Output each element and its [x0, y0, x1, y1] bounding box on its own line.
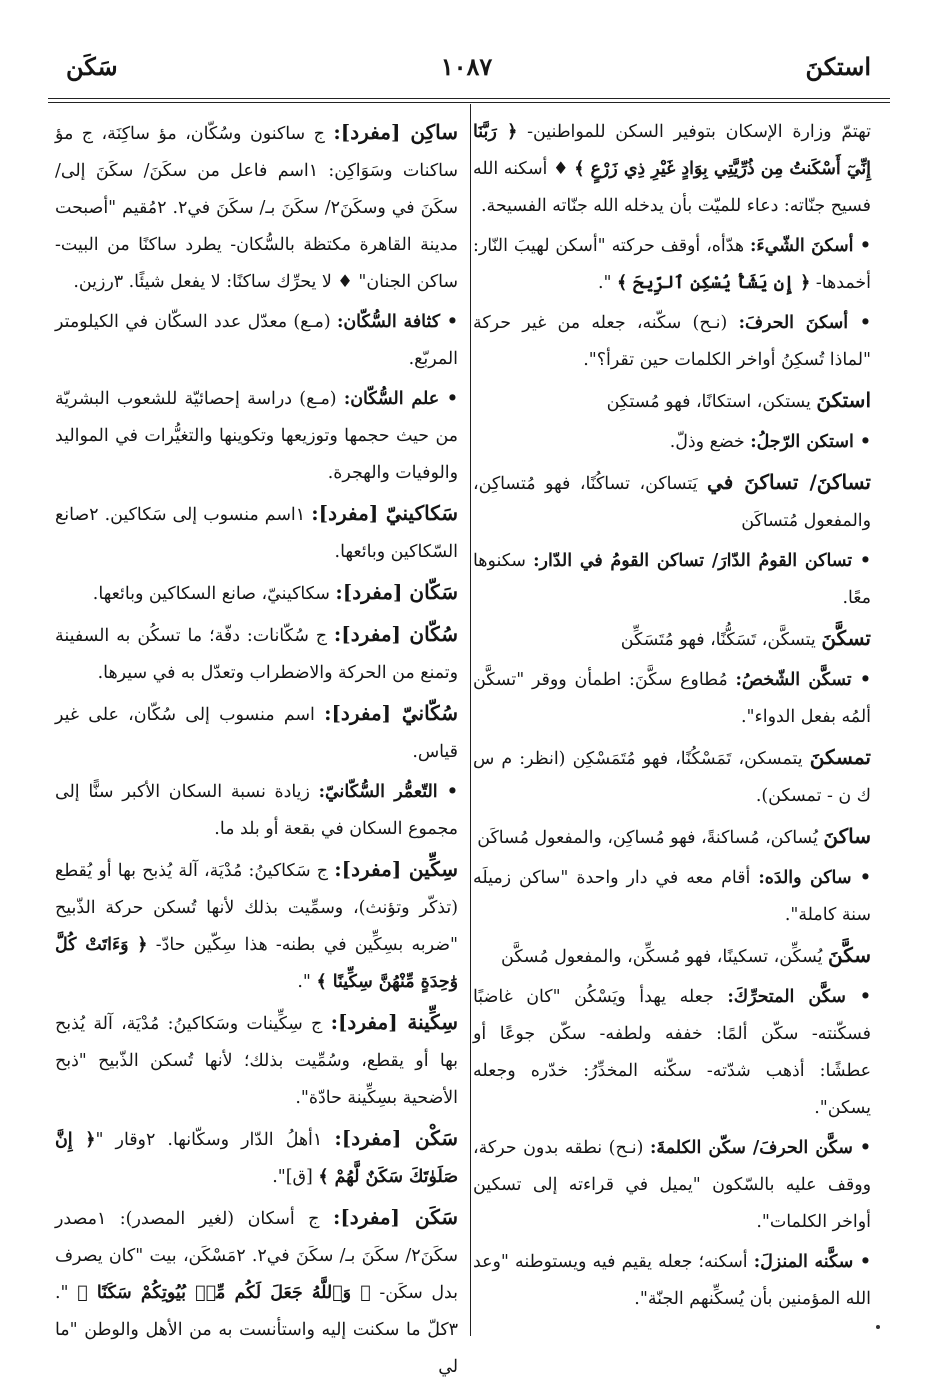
entry-headword: • سكَّن المتحرِّكَ:: [727, 987, 871, 1007]
dictionary-entry: [55, 304, 458, 378]
entry-definition: سكاكينيّ، صانع السكاكين وبائعها.: [92, 584, 336, 604]
dictionary-entry: [55, 1120, 458, 1196]
entry-headword: سِكِّين [مفرد]:: [334, 857, 458, 881]
entry-headword: سَكاكينيّ [مفرد]:: [311, 501, 459, 525]
dictionary-entry: [473, 228, 871, 302]
dictionary-entry: [55, 695, 458, 771]
dictionary-entry: [473, 739, 871, 815]
entry-headword: • التّعمُّر السُّكّانيّ:: [318, 782, 458, 802]
entry-headword: استكنَ: [816, 388, 871, 412]
entry-definition: خضع وذلّ.: [669, 432, 751, 452]
entry-definition: (نـح) نطقه بدون حركة، ووقف عليه بالسّكون "يميل في قراءته إلى تسكين أواخر الكلمات".: [473, 1138, 871, 1232]
entry-definition: هدّأه، أوقف حركته "أسكن لهيبَ النّار: أخمدها-: [473, 236, 871, 293]
entry-tail: ". ٣كلّ ما سكنت إليه واستأنست به من الأهل والوطن "ما لي: [55, 1283, 458, 1377]
dictionary-entry: [55, 574, 458, 613]
entry-headword: • سكَّنه المنزلَ:: [753, 1252, 872, 1272]
dictionary-entry: [55, 851, 458, 1001]
entry-definition: يُساكن، مُساكنةً، فهو مُساكِن، والمفعول مُساكَن: [477, 828, 824, 848]
dictionary-entry: [55, 774, 458, 848]
entry-definition: اسم منسوب إلى سُكّان، على غير قياس.: [55, 705, 458, 762]
entry-definition: أقام معه في دار واحدة "ساكن زميلَه سنة كاملة".: [473, 868, 871, 925]
dictionary-entry: [55, 114, 458, 301]
entry-quote: ﴿ وَءَاتَتْ كُلَّ وَٰحِدَةٍ مِّنْهُنَّ سِكِّينًا ﴾: [55, 935, 458, 992]
dictionary-entry: [473, 937, 871, 976]
entry-headword: سِكِّينة [مفرد]:: [330, 1010, 458, 1034]
dictionary-entry: [473, 382, 871, 421]
entry-definition: يتسكَّن، تَسَكُّنًا، فهو مُتَسَكِّن: [620, 630, 822, 650]
entry-definition: (مـع) دراسة إحصائيّة للشعوب البشريّة من حيث حجمها وتوزيعها وتكوينها والتغيُّرات في المواليد والوفيات والهجرة.: [55, 389, 458, 483]
entry-headword: تمسكنَ: [809, 745, 871, 769]
entry-definition: (نـح) سكّنه، جعله من غير حركة "لماذا تُسكِنُ أواخر الكلمات حين تقرأ؟".: [473, 313, 871, 370]
entry-headword: • سكَّن الحرفَ/ سكّن الكلمةَ:: [650, 1138, 871, 1158]
entry-headword: تساكنَ/ تساكنَ في: [707, 470, 871, 494]
entry-definition: يَتساكن، تساكُنًا، فهو مُتساكِن، والمفعول مُتساكَن: [473, 474, 871, 531]
dictionary-entry: [473, 1130, 871, 1241]
entry-definition: ١أهلُ الدّار وسكّانها. ٢وقار ": [95, 1130, 335, 1150]
entry-headword: • استكن الرّجلُ:: [750, 432, 871, 452]
entry-headword: • ساكن والدَه:: [758, 868, 871, 888]
right-column: [473, 114, 871, 1321]
entry-definition: ١اسم منسوب إلى سَكاكين. ٢صانع السّكاكين وبائعها.: [55, 505, 458, 562]
entry-definition: سكنوها معًا.: [473, 551, 871, 608]
dictionary-entry: [473, 305, 871, 379]
entry-definition: جعله يهدأ ويَسْكُن "كان غاضبًا فسكّنته- سكّن ألمًا: خففه ولطفه- سكّن جوعًا أو عطشًا: أذهب شدّته- سكّنه المخدِّرُ: خدّره وجعله يسكن".: [473, 987, 871, 1118]
entry-tail: ".: [597, 273, 618, 293]
dictionary-entry: [473, 464, 871, 540]
entry-headword: سَكْن [مفرد]:: [334, 1126, 458, 1150]
dictionary-entry: [55, 1004, 458, 1117]
entry-tail: ".: [297, 972, 317, 992]
entry-headword: سَكّان [مفرد]:: [335, 580, 458, 604]
dictionary-entry: [473, 979, 871, 1127]
entry-definition: أسكنه؛ جعله يقيم فيه ويستوطنه "وعد الله المؤمنين بأن يُسكِّنهم الجنّة".: [473, 1252, 871, 1309]
dictionary-entry: [473, 1244, 871, 1318]
page-mark: [876, 1325, 880, 1329]
entry-definition: يستكن، استكانًا، فهو مُستكِن: [606, 392, 817, 412]
entry-quote: ﴿ إِن يَشَأْ يُسْكِنِ ٱلرِّيحَ ﴾: [617, 273, 811, 293]
entry-definition: (مـع) معدّل عدد السكّان في الكيلومتر المربّع.: [55, 312, 458, 369]
entry-headword: • كثافة السُّكّان:: [336, 312, 458, 332]
header-right-word: استكنَ: [805, 52, 871, 81]
entry-definition: ج سِكِّينات وسَكاكينُ: مُدْيَة، آلة يُذبح بها أو يقطع، وسُمِّيت بذلك؛ لأنها تُسكن الذّبيح "ذبح الأضحية بسِكِّينة حادّة".: [55, 1014, 458, 1108]
dictionary-entry: [55, 616, 458, 692]
entry-quote: ﴿ إِنَّ صَلَوٰتَكَ سَكَنٌ لَّهُمْ ﴾: [55, 1130, 458, 1187]
dictionary-entry: [473, 818, 871, 857]
header-left-word: سَكَن: [66, 52, 118, 81]
entry-headword: تسكَّنَ: [821, 626, 871, 650]
dictionary-entry: [473, 543, 871, 617]
entry-definition: زيادة نسبة السكان الأكبر سنًّا إلى مجموع السكان في بقعة أو بلد ما.: [55, 782, 458, 839]
entry-quote: ﴿ وَٱللَّهُ جَعَلَ لَكُم مِّنۢ بُيُوتِكُمْ سَكَنًا ﴾: [77, 1283, 371, 1303]
entry-definition: تهتمّ وزارة الإسكان بتوفير السكن للمواطنين-: [517, 122, 872, 142]
header-rule: [48, 98, 890, 99]
entry-tail: [ق]".: [272, 1167, 319, 1187]
column-divider: [470, 104, 471, 1336]
dictionary-entry: [55, 1199, 458, 1386]
dictionary-entry: [55, 495, 458, 571]
dictionary-entry: [473, 114, 871, 225]
entry-headword: سُكّان [مفرد]:: [333, 622, 458, 646]
dictionary-entry: [473, 860, 871, 934]
entry-definition: يُسكِّن، تسكينًا، فهو مُسكِّن، والمفعول مُسكَّن: [500, 947, 828, 967]
entry-headword: • تساكن القومُ الدّارَ/ تساكن القومُ في الدّار:: [533, 551, 871, 571]
dictionary-entry: [473, 662, 871, 736]
entry-headword: سَكَن [مفرد]:: [332, 1205, 458, 1229]
entry-definition: مُطاوع سكَّنَ: اطمأن ووقر "تسكَّن ألمُه بفعل الدواء".: [473, 670, 871, 727]
entry-headword: • أسكنَ الحرفَ:: [738, 313, 871, 333]
entry-headword: سكَّنَ: [827, 943, 871, 967]
entry-definition: ج سَكاكينُ: مُدْيَة، آلة يُذبح بها أو يُقطع (تذكّر وتؤنث)، وسمِّيت بذلك لأنها تُسكن حركة الذّبيح "ضربه بسِكِّين في بطنه- هذا سِكّين حادّ-: [55, 861, 458, 955]
entry-definition: ج ساكنون وسُكّان، مؤ ساكِنَة، ج مؤ ساكنات وسَوَاكِن: ١اسم فاعل من سكَنَ/ سكَنَ إلى/ سكَنَ في وسكَنَ٢/ سكَنَ بـ/ سكَنَ في٢. ٢مُقيم "أصبحت مدينة القاهرة مكتظة بالسُّكان- يطرد ساكنًا من البيت- ساكن الجنان" ♦ لا يحرِّك ساكنًا: لا يفعل شيئًا. ٣رزين.: [55, 124, 458, 292]
dictionary-entry: [55, 381, 458, 492]
entry-headword: سُكّانيّ [مفرد]:: [324, 701, 458, 725]
entry-headword: ساكنَ: [823, 824, 871, 848]
entry-headword: • علم السُّكّان:: [343, 389, 458, 409]
entry-quote: ﴿ رَبَّنَا إِنِّيٓ أَسْكَنتُ مِن ذُرِّيَّتِي بِوَادٍ غَيْرِ ذِي زَرْعٍ ﴾: [473, 122, 871, 179]
left-column: [55, 114, 458, 1389]
dictionary-entry: [473, 620, 871, 659]
dictionary-entry: [473, 424, 871, 461]
entry-headword: • تسكَّن الشّخصُ:: [735, 670, 871, 690]
entry-headword: ساكِن [مفرد]:: [333, 120, 458, 144]
entry-definition: ج سُكّانات: دفّة؛ ما تسكُن به السفينة وتمنع من الحركة والاضطراب وتعدّل به في سيرها.: [55, 626, 458, 683]
entry-headword: • أسكنَ الشّيءَ:: [749, 236, 871, 256]
entry-tail: ♦ أسكنه الله فسيح جنّاته: دعاء للميّت بأن يدخله الله جنّاته الفسيحة.: [473, 159, 871, 216]
page-number: ١٠٨٧: [440, 52, 493, 81]
entry-definition: ج أسكان (لغير المصدر): ١مصدر سكَنَ٢/ سكَنَ بـ/ سكَنَ في٢. ٢مَسْكَن، بيت "كان يصرف بدل سكَن-: [55, 1209, 458, 1303]
header-rule-double: [48, 102, 890, 103]
entry-definition: يتمسكن، تَمَسْكُنًا، فهو مُتَمَسْكِن (انظر: م س ك ن - تمسكن).: [473, 749, 871, 806]
